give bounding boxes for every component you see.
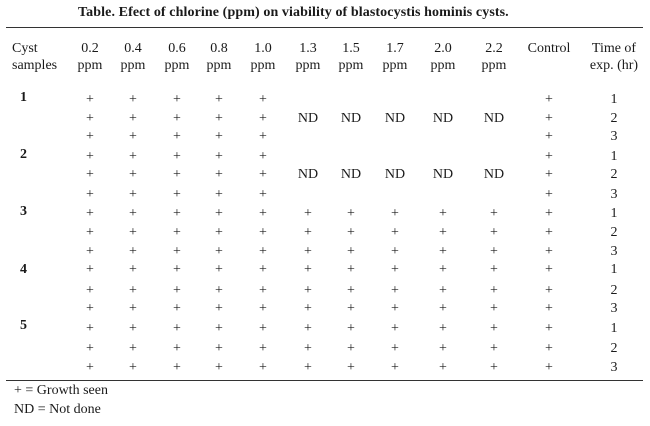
cell-time: 1 [610, 206, 618, 221]
cell-low-conc: + [173, 206, 181, 221]
cell-low-conc: + [173, 321, 181, 336]
cell-low-conc: + [215, 225, 223, 240]
cell-low-conc: + [129, 167, 137, 182]
cell-high-conc: + [439, 262, 447, 277]
cell-high-conc: + [347, 321, 355, 336]
cell-control: + [545, 341, 553, 356]
header-conc-unit: ppm [164, 58, 190, 73]
header-cyst-line2: samples [12, 58, 58, 73]
header-concentration-1.3 [296, 40, 321, 74]
header-conc-unit: ppm [430, 58, 456, 73]
header-conc-value: 1.0 [254, 41, 272, 56]
cell-high-conc: ND [483, 167, 505, 182]
cell-high-conc: + [490, 225, 498, 240]
cell-low-conc: + [86, 92, 94, 107]
cell-low-conc: + [173, 187, 181, 202]
cell-high-conc: + [304, 283, 312, 298]
cell-low-conc: + [215, 206, 223, 221]
cell-low-conc: + [86, 341, 94, 356]
cell-low-conc: + [173, 244, 181, 259]
header-concentration-2.0 [431, 40, 456, 74]
cell-low-conc: + [259, 360, 267, 375]
cell-high-conc: + [490, 244, 498, 259]
cell-control: + [545, 244, 553, 259]
cell-high-conc: + [347, 360, 355, 375]
bottom-rule [6, 380, 643, 381]
header-concentration-1.0 [251, 40, 276, 74]
cell-high-conc: ND [297, 111, 319, 126]
cell-high-conc: + [347, 206, 355, 221]
cell-high-conc: + [347, 283, 355, 298]
cell-low-conc: + [129, 360, 137, 375]
cell-high-conc: ND [384, 167, 406, 182]
cell-control: + [545, 262, 553, 277]
sample-label-2: 2 [20, 147, 27, 162]
cell-low-conc: + [259, 301, 267, 316]
cell-high-conc: + [304, 321, 312, 336]
cell-low-conc: + [215, 360, 223, 375]
cell-low-conc: + [86, 206, 94, 221]
cell-high-conc: + [304, 262, 312, 277]
sample-label-4: 4 [20, 262, 27, 277]
cell-control: + [545, 225, 553, 240]
cell-high-conc: + [391, 244, 399, 259]
cell-control: + [545, 167, 553, 182]
cell-high-conc: ND [340, 167, 362, 182]
cell-high-conc: + [490, 262, 498, 277]
cell-high-conc: + [439, 225, 447, 240]
cell-time: 3 [610, 301, 618, 316]
cell-low-conc: + [215, 167, 223, 182]
cell-control: + [545, 129, 553, 144]
cell-high-conc: ND [432, 167, 454, 182]
cell-time: 2 [610, 341, 618, 356]
cell-time: 1 [610, 321, 618, 336]
cell-high-conc: ND [384, 111, 406, 126]
cell-high-conc: + [439, 341, 447, 356]
header-concentration-0.8 [207, 40, 232, 74]
cell-low-conc: + [259, 167, 267, 182]
cell-low-conc: + [259, 283, 267, 298]
header-control: Control [527, 41, 571, 56]
header-conc-unit: ppm [250, 58, 276, 73]
cell-high-conc: + [391, 301, 399, 316]
cell-high-conc: + [347, 244, 355, 259]
header-conc-value: 0.8 [210, 41, 228, 56]
cell-low-conc: + [173, 149, 181, 164]
cell-high-conc: + [439, 283, 447, 298]
cell-high-conc: ND [483, 111, 505, 126]
sample-label-5: 5 [20, 318, 27, 333]
cell-low-conc: + [215, 301, 223, 316]
cell-control: + [545, 283, 553, 298]
cell-low-conc: + [259, 262, 267, 277]
cell-low-conc: + [215, 283, 223, 298]
cell-low-conc: + [259, 111, 267, 126]
legend-not-done: ND = Not done [14, 402, 101, 417]
header-conc-value: 1.5 [342, 41, 360, 56]
cell-low-conc: + [215, 149, 223, 164]
header-conc-unit: ppm [120, 58, 146, 73]
cell-high-conc: + [347, 262, 355, 277]
cell-low-conc: + [86, 360, 94, 375]
cell-low-conc: + [259, 149, 267, 164]
cell-time: 3 [610, 244, 618, 259]
cell-time: 2 [610, 167, 618, 182]
cell-high-conc: + [490, 360, 498, 375]
cell-control: + [545, 301, 553, 316]
cell-low-conc: + [86, 301, 94, 316]
header-conc-value: 2.0 [434, 41, 452, 56]
header-conc-unit: ppm [382, 58, 408, 73]
cell-low-conc: + [129, 301, 137, 316]
cell-high-conc: + [490, 283, 498, 298]
cell-low-conc: + [259, 225, 267, 240]
cell-time: 2 [610, 111, 618, 126]
cell-low-conc: + [215, 111, 223, 126]
cell-time: 2 [610, 283, 618, 298]
cell-low-conc: + [129, 321, 137, 336]
cell-low-conc: + [215, 244, 223, 259]
cell-high-conc: + [391, 262, 399, 277]
cell-low-conc: + [129, 225, 137, 240]
cell-high-conc: + [439, 244, 447, 259]
cell-low-conc: + [215, 262, 223, 277]
cell-low-conc: + [129, 187, 137, 202]
top-rule [6, 27, 643, 28]
cell-control: + [545, 92, 553, 107]
cell-low-conc: + [259, 206, 267, 221]
cell-low-conc: + [129, 149, 137, 164]
cell-low-conc: + [129, 262, 137, 277]
cell-high-conc: + [347, 225, 355, 240]
cell-low-conc: + [259, 341, 267, 356]
cell-low-conc: + [215, 187, 223, 202]
cell-control: + [545, 206, 553, 221]
cell-high-conc: ND [340, 111, 362, 126]
cell-high-conc: + [439, 321, 447, 336]
cell-time: 3 [610, 129, 618, 144]
cell-low-conc: + [86, 283, 94, 298]
cell-low-conc: + [173, 341, 181, 356]
cell-time: 1 [610, 149, 618, 164]
cell-low-conc: + [86, 244, 94, 259]
cell-high-conc: + [439, 206, 447, 221]
header-conc-value: 0.6 [168, 41, 186, 56]
cell-low-conc: + [129, 244, 137, 259]
cell-time: 1 [610, 92, 618, 107]
cell-high-conc: + [490, 341, 498, 356]
cell-high-conc: + [304, 360, 312, 375]
header-conc-value: 2.2 [485, 41, 503, 56]
cell-time: 2 [610, 225, 618, 240]
cell-low-conc: + [173, 283, 181, 298]
header-concentration-0.2 [78, 40, 103, 74]
header-conc-value: 1.3 [299, 41, 317, 56]
cell-low-conc: + [86, 129, 94, 144]
cell-low-conc: + [259, 321, 267, 336]
cell-control: + [545, 321, 553, 336]
cell-control: + [545, 187, 553, 202]
header-conc-unit: ppm [206, 58, 232, 73]
cell-low-conc: + [173, 262, 181, 277]
cell-high-conc: + [391, 283, 399, 298]
cell-high-conc: ND [432, 111, 454, 126]
cell-high-conc: + [490, 206, 498, 221]
cell-low-conc: + [173, 111, 181, 126]
header-time-line2: exp. (hr) [589, 58, 639, 73]
cell-high-conc: + [347, 341, 355, 356]
cell-low-conc: + [86, 225, 94, 240]
header-conc-unit: ppm [295, 58, 321, 73]
cell-low-conc: + [86, 187, 94, 202]
header-time-of-exposure [590, 40, 638, 74]
header-conc-unit: ppm [77, 58, 103, 73]
cell-time: 1 [610, 262, 618, 277]
cell-low-conc: + [86, 167, 94, 182]
cell-low-conc: + [215, 92, 223, 107]
cell-high-conc: + [304, 206, 312, 221]
header-concentration-1.7 [383, 40, 408, 74]
header-conc-value: 0.2 [81, 41, 99, 56]
cell-time: 3 [610, 360, 618, 375]
cell-low-conc: + [129, 92, 137, 107]
cell-low-conc: + [259, 187, 267, 202]
cell-low-conc: + [129, 206, 137, 221]
header-concentration-0.6 [165, 40, 190, 74]
cell-low-conc: + [173, 225, 181, 240]
header-concentration-0.4 [121, 40, 146, 74]
header-cyst-line1: Cyst [12, 41, 38, 56]
cell-low-conc: + [259, 129, 267, 144]
table-title: Table. Efect of chlorine (ppm) on viability of blastocystis hominis cysts. [78, 5, 509, 20]
cell-high-conc: + [391, 360, 399, 375]
cell-high-conc: + [391, 321, 399, 336]
cell-control: + [545, 149, 553, 164]
cell-high-conc: + [391, 206, 399, 221]
cell-low-conc: + [215, 341, 223, 356]
header-conc-value: 0.4 [124, 41, 142, 56]
cell-low-conc: + [173, 167, 181, 182]
cell-high-conc: + [304, 301, 312, 316]
cell-high-conc: ND [297, 167, 319, 182]
cell-high-conc: + [304, 244, 312, 259]
cell-low-conc: + [173, 301, 181, 316]
cell-low-conc: + [215, 321, 223, 336]
cell-low-conc: + [259, 244, 267, 259]
cell-low-conc: + [129, 283, 137, 298]
header-concentration-2.2 [482, 40, 507, 74]
cell-time: 3 [610, 187, 618, 202]
cell-low-conc: + [86, 262, 94, 277]
cell-low-conc: + [86, 321, 94, 336]
cell-low-conc: + [215, 129, 223, 144]
header-conc-value: 1.7 [386, 41, 404, 56]
header-time-line1: Time of [591, 41, 637, 56]
cell-low-conc: + [259, 92, 267, 107]
cell-low-conc: + [173, 92, 181, 107]
header-conc-unit: ppm [338, 58, 364, 73]
cell-low-conc: + [173, 129, 181, 144]
header-concentration-1.5 [339, 40, 364, 74]
cell-high-conc: + [490, 321, 498, 336]
cell-high-conc: + [439, 360, 447, 375]
cell-high-conc: + [304, 341, 312, 356]
cell-high-conc: + [304, 225, 312, 240]
cell-low-conc: + [129, 111, 137, 126]
cell-high-conc: + [439, 301, 447, 316]
cell-high-conc: + [391, 341, 399, 356]
cell-control: + [545, 111, 553, 126]
header-conc-unit: ppm [481, 58, 507, 73]
cell-low-conc: + [129, 129, 137, 144]
sample-label-1: 1 [20, 90, 27, 105]
cell-high-conc: + [391, 225, 399, 240]
cell-low-conc: + [86, 111, 94, 126]
cell-low-conc: + [86, 149, 94, 164]
cell-low-conc: + [173, 360, 181, 375]
cell-low-conc: + [129, 341, 137, 356]
cell-control: + [545, 360, 553, 375]
cell-high-conc: + [490, 301, 498, 316]
header-cyst-samples [12, 40, 57, 74]
cell-high-conc: + [347, 301, 355, 316]
sample-label-3: 3 [20, 204, 27, 219]
legend-growth-seen: + = Growth seen [14, 383, 108, 398]
